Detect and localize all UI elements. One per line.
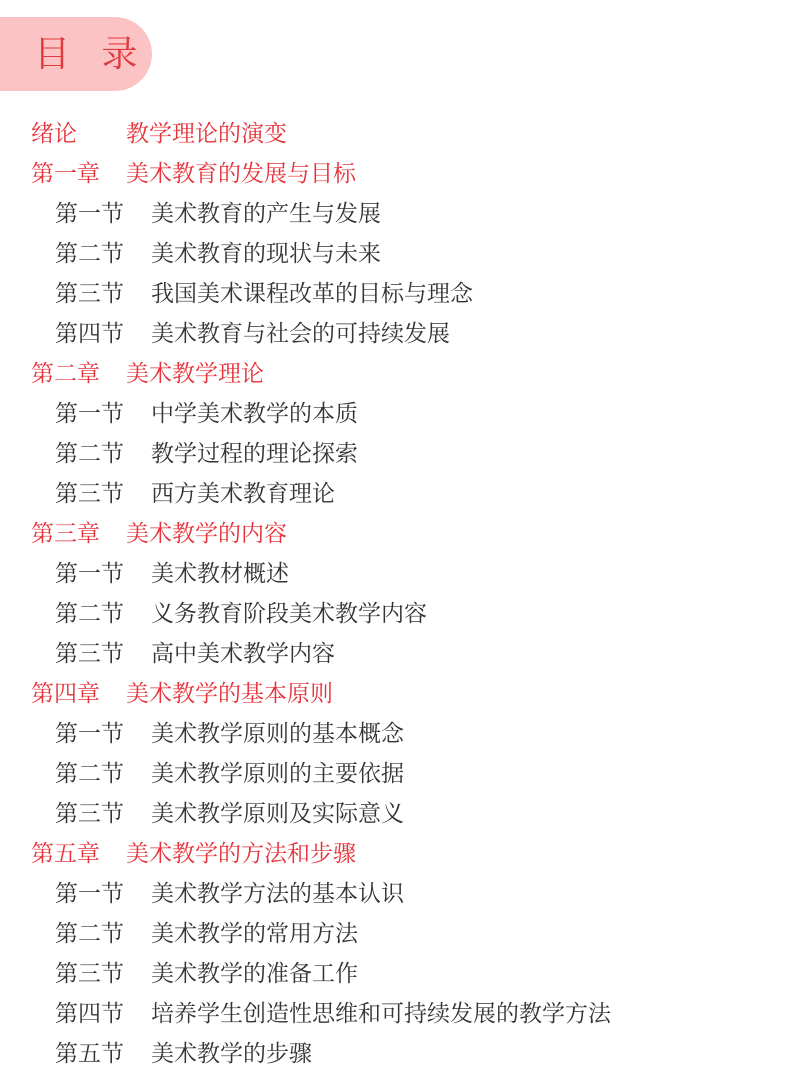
section-title: 美术教学的常用方法 <box>151 921 358 947</box>
section-title: 美术教材概述 <box>151 561 289 587</box>
section-number: 第一节 <box>55 721 124 747</box>
toc-section-entry <box>0 434 790 474</box>
section-title: 美术教学方法的基本认识 <box>151 881 404 907</box>
section-number: 第三节 <box>55 961 124 987</box>
table-of-contents <box>0 114 790 1074</box>
toc-section-entry <box>0 474 790 514</box>
section-title: 美术教学的准备工作 <box>151 961 358 987</box>
section-number: 第二节 <box>55 761 124 787</box>
chapter-title: 美术教学的内容 <box>126 521 287 547</box>
section-title: 西方美术教育理论 <box>151 481 335 507</box>
section-number: 第四节 <box>55 321 124 347</box>
section-title: 美术教学原则及实际意义 <box>151 801 404 827</box>
section-title: 教学过程的理论探索 <box>151 441 358 467</box>
section-title: 美术教学的步骤 <box>151 1041 312 1067</box>
toc-section-entry <box>0 394 790 434</box>
toc-section-entry <box>0 314 790 354</box>
section-title: 我国美术课程改革的目标与理念 <box>151 281 473 307</box>
chapter-number: 第三章 <box>31 521 100 547</box>
section-number: 第二节 <box>55 601 124 627</box>
section-number: 第一节 <box>55 201 124 227</box>
toc-chapter-entry <box>0 114 790 154</box>
toc-section-entry <box>0 874 790 914</box>
toc-section-entry <box>0 194 790 234</box>
toc-chapter-entry <box>0 354 790 394</box>
toc-chapter-entry <box>0 674 790 714</box>
toc-section-entry <box>0 274 790 314</box>
chapter-title: 美术教育的发展与目标 <box>126 161 356 187</box>
toc-section-entry <box>0 234 790 274</box>
chapter-number: 绪论 <box>31 121 77 147</box>
toc-section-entry <box>0 954 790 994</box>
section-title: 美术教育的现状与未来 <box>151 241 381 267</box>
toc-section-entry <box>0 794 790 834</box>
section-number: 第三节 <box>55 801 124 827</box>
section-number: 第一节 <box>55 401 124 427</box>
section-title: 高中美术教学内容 <box>151 641 335 667</box>
section-number: 第一节 <box>55 881 124 907</box>
section-number: 第四节 <box>55 1001 124 1027</box>
chapter-title: 美术教学理论 <box>126 361 264 387</box>
toc-chapter-entry <box>0 834 790 874</box>
section-number: 第一节 <box>55 561 124 587</box>
chapter-number: 第四章 <box>31 681 100 707</box>
page-title: 目 录 <box>34 34 148 75</box>
toc-chapter-entry <box>0 154 790 194</box>
toc-section-entry <box>0 754 790 794</box>
section-number: 第二节 <box>55 921 124 947</box>
chapter-title: 美术教学的方法和步骤 <box>126 841 356 867</box>
section-number: 第三节 <box>55 641 124 667</box>
toc-section-entry <box>0 1034 790 1074</box>
toc-chapter-entry <box>0 514 790 554</box>
section-title: 培养学生创造性思维和可持续发展的教学方法 <box>151 1001 611 1027</box>
section-title: 中学美术教学的本质 <box>151 401 358 427</box>
chapter-number: 第一章 <box>31 161 100 187</box>
section-title: 美术教育与社会的可持续发展 <box>151 321 450 347</box>
section-number: 第五节 <box>55 1041 124 1067</box>
chapter-title: 教学理论的演变 <box>126 121 287 147</box>
toc-section-entry <box>0 994 790 1034</box>
chapter-title: 美术教学的基本原则 <box>126 681 333 707</box>
section-title: 美术教学原则的基本概念 <box>151 721 404 747</box>
toc-section-entry <box>0 554 790 594</box>
section-number: 第三节 <box>55 481 124 507</box>
section-title: 美术教学原则的主要依据 <box>151 761 404 787</box>
toc-section-entry <box>0 634 790 674</box>
toc-section-entry <box>0 914 790 954</box>
chapter-number: 第五章 <box>31 841 100 867</box>
section-number: 第二节 <box>55 241 124 267</box>
toc-section-entry <box>0 714 790 754</box>
section-number: 第三节 <box>55 281 124 307</box>
section-title: 美术教育的产生与发展 <box>151 201 381 227</box>
section-title: 义务教育阶段美术教学内容 <box>151 601 427 627</box>
chapter-number: 第二章 <box>31 361 100 387</box>
toc-section-entry <box>0 594 790 634</box>
section-number: 第二节 <box>55 441 124 467</box>
